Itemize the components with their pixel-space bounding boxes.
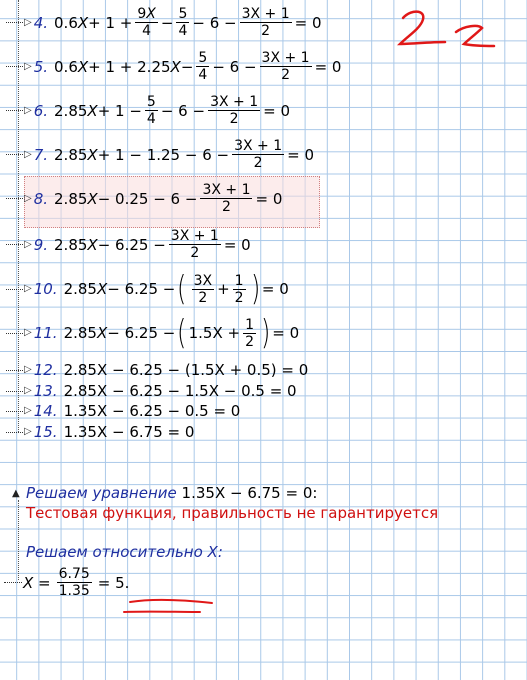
step-number: 14.	[33, 402, 58, 420]
expand-triangle-icon[interactable]: ▷	[24, 426, 32, 437]
connector-dash	[4, 582, 22, 583]
step-number: 8.	[33, 189, 49, 208]
step-9[interactable]: ▷ 9. 2.85 X − 6.25 − $\frac{3X + 1}{2}$ = 0	[6, 228, 251, 261]
step-equation: 1.35X − 6.25 − 0.5 = 0	[63, 402, 241, 420]
step-number: 7.	[33, 145, 49, 164]
step-10[interactable]: ▷ 10. 2.85 X − 6.25 − ( $\frac{3X}{2}$ + $\frac{1}{2}$ ) = 0	[6, 272, 289, 306]
step-7[interactable]: ▷ 7. 2.85 X + 1 − 1.25 − 6 − $\frac{3X + 1}{2}$ = 0	[6, 138, 314, 171]
step-5[interactable]: ▷ 5. 0.6 X + 1 + 2.25 X − $\frac{5}{4}$ − 6 − $\frac{3X + 1}{2}$ = 0	[6, 50, 341, 83]
fraction: $\frac{3X + 1}{2}$	[261, 50, 310, 83]
fraction: $\frac{3X}{2}$	[193, 272, 213, 306]
step-number: 11.	[33, 324, 58, 342]
expand-triangle-icon[interactable]: ▷	[24, 16, 32, 28]
step-equation: 2.85X − 6.25 − 1.5X − 0.5 = 0	[63, 382, 297, 400]
connector-dash	[6, 289, 23, 290]
step-6[interactable]: ▷ 6. 2.85 X + 1 − $\frac{5}{4}$ − 6 − $\frac{3X + 1}{2}$ = 0	[6, 94, 290, 127]
solve-relative-message: Решаем относительно X:	[26, 543, 223, 561]
expand-triangle-icon[interactable]: ▷	[24, 364, 32, 375]
answer-row: X = $\frac{6.75}{1.35}$ = 5.	[4, 566, 129, 599]
expand-triangle-icon[interactable]: ▷	[24, 238, 32, 250]
expand-triangle-icon[interactable]: ▷	[24, 327, 32, 338]
step-number: 10.	[33, 280, 58, 298]
fraction: $\frac{1}{2}$	[245, 316, 254, 350]
step-number: 6.	[33, 101, 49, 120]
connector-dash	[6, 244, 23, 245]
fraction: $\frac{3X + 1}{2}$	[202, 182, 251, 215]
fraction: $\frac{6.75}{1.35}$	[58, 566, 90, 599]
warning-message: Тестовая функция, правильность не гарантируется	[26, 504, 439, 522]
step-number: 13.	[33, 382, 58, 400]
expand-triangle-icon[interactable]: ▷	[24, 60, 32, 72]
step-number: 15.	[33, 423, 58, 441]
step-8[interactable]: ▷ 8. 2.85 X − 0.25 − 6 − $\frac{3X + 1}{2}$ = 0	[6, 182, 282, 215]
step-11[interactable]: ▷ 11. 2.85 X − 6.25 − ( 1.5X + $\frac{1}{2}$ ) = 0	[6, 316, 299, 350]
fraction: $\frac{3X + 1}{2}$	[241, 6, 290, 39]
expand-triangle-icon[interactable]: ▷	[24, 283, 32, 294]
fraction: $\frac{5}{4}$	[146, 94, 156, 127]
fraction: $\frac{1}{2}$	[234, 272, 244, 306]
connector-dash	[6, 66, 23, 67]
connector-dash	[6, 333, 23, 334]
connector-dash	[6, 154, 23, 155]
step-equation: 2.85X − 6.25 − (1.5X + 0.5) = 0	[63, 361, 309, 379]
step-4[interactable]: ▷ 4. 0.6 X + 1 + $\frac{9X}{4}$ − $\frac{5}{4}$ − 6 − $\frac{3X + 1}{2}$ = 0	[6, 6, 322, 39]
step-number: 9.	[33, 235, 49, 254]
step-13[interactable]	[6, 382, 297, 400]
step-number: 4.	[33, 13, 49, 32]
step-number: 5.	[33, 57, 49, 76]
connector-dash	[6, 411, 23, 412]
fraction: $\frac{5}{4}$	[198, 50, 208, 83]
expand-triangle-icon[interactable]: ▷	[24, 405, 32, 416]
connector-dash	[6, 391, 23, 392]
connector-dash	[6, 110, 23, 111]
connector-dash	[6, 198, 23, 199]
expand-triangle-icon[interactable]: ▷	[24, 385, 32, 396]
fraction: $\frac{5}{4}$	[178, 6, 188, 39]
fraction: $\frac{9X}{4}$	[137, 6, 156, 39]
fraction: $\frac{3X + 1}{2}$	[234, 138, 283, 171]
collapse-triangle-icon[interactable]: ▲	[12, 488, 20, 499]
step-12[interactable]	[6, 361, 308, 379]
expand-triangle-icon[interactable]: ▷	[24, 148, 32, 160]
expand-triangle-icon[interactable]: ▷	[24, 192, 32, 204]
step-15[interactable]	[6, 423, 194, 441]
fraction: $\frac{3X + 1}{2}$	[170, 228, 219, 261]
connector-dash	[6, 22, 23, 23]
connector-dash	[6, 370, 23, 371]
connector-dash	[6, 432, 23, 433]
step-number: 12.	[33, 361, 58, 379]
expand-triangle-icon[interactable]: ▷	[24, 104, 32, 116]
step-14[interactable]	[6, 402, 240, 420]
fraction: $\frac{3X + 1}{2}$	[210, 94, 259, 127]
solve-message: Решаем уравнение 1.35X − 6.75 = 0:	[26, 484, 318, 502]
step-equation: 1.35X − 6.75 = 0	[63, 423, 195, 441]
